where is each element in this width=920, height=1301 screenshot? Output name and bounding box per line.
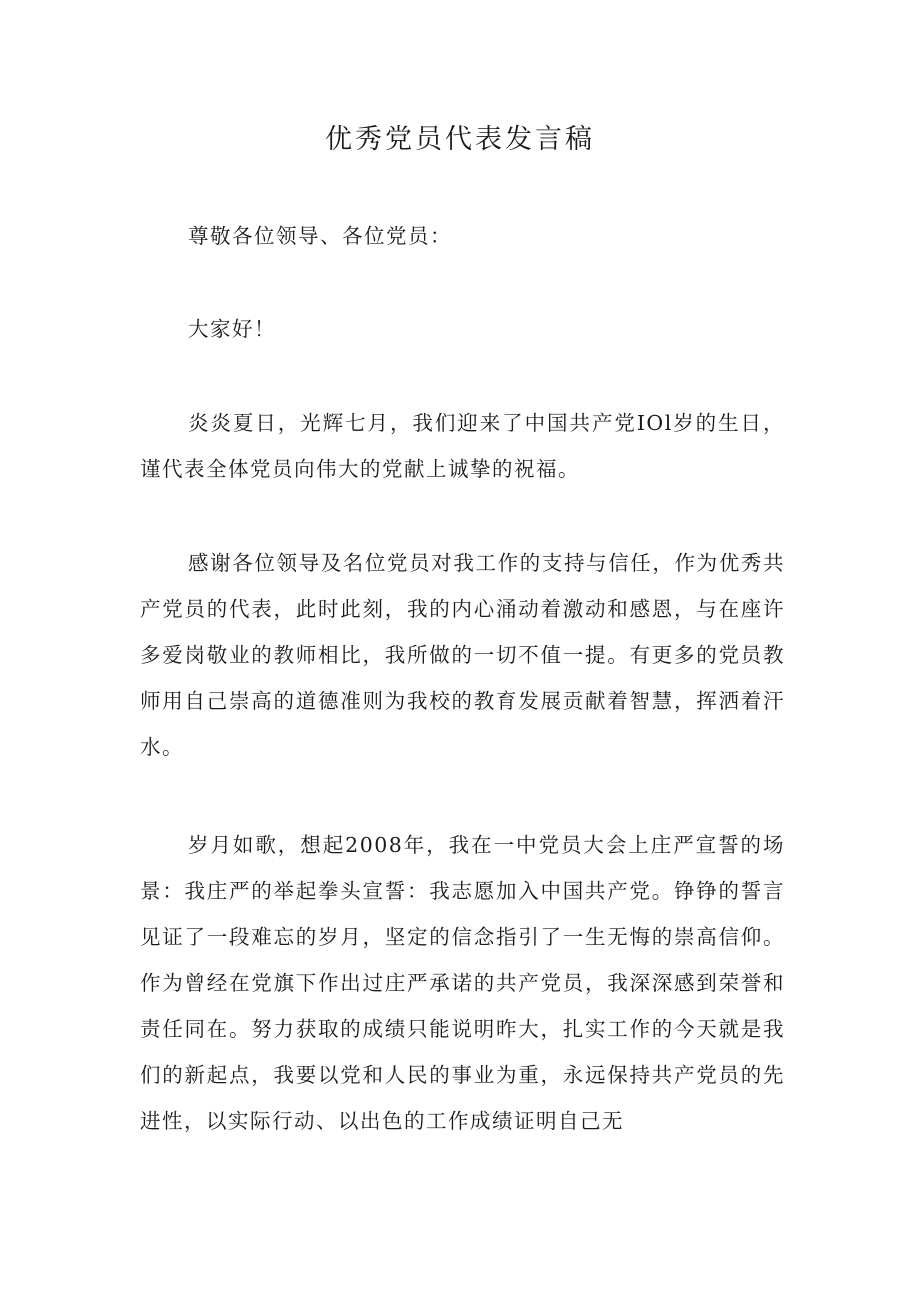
greeting: 大家好！ (188, 317, 276, 341)
document-title: 优秀党员代表发言稿 (325, 124, 595, 155)
paragraph-3: 岁月如歌，想起2008年，我在一中党员大会上庄严宣誓的场景：我庄严的举起拳头宣誓：我志愿加入中国共产党。铮铮的誓言见证了一段难忘的岁月，坚定的信念指引了一生无悔的崇高信仰。作为曾经在党旗下作出过庄严承诺的共产党员，我深深感到荣誉和责任同在。努力获取的成绩只能说明昨大，扎实工作的今天就是我们的新起点，我要以党和人民的事业为重，永远保持共产党员的先进性，以实际行动、以出色的工作成绩证明自己无 (140, 833, 785, 1133)
paragraph-1: 炎炎夏日，光辉七月，我们迎来了中国共产党IOl岁的生日，谨代表全体党员向伟大的党献上诚挚的祝福。 (140, 411, 785, 481)
paragraph-2: 感谢各位领导及名位党员对我工作的支持与信任，作为优秀共产党员的代表，此时此刻，我的内心涌动着激动和感恩，与在座许多爱岗敬业的教师相比，我所做的一切不值一提。有更多的党员教师用自己崇高的道德准则为我校的教育发展贡献着智慧，挥洒着汗水。 (140, 551, 785, 759)
salutation: 尊敬各位领导、各位党员： (188, 224, 452, 248)
